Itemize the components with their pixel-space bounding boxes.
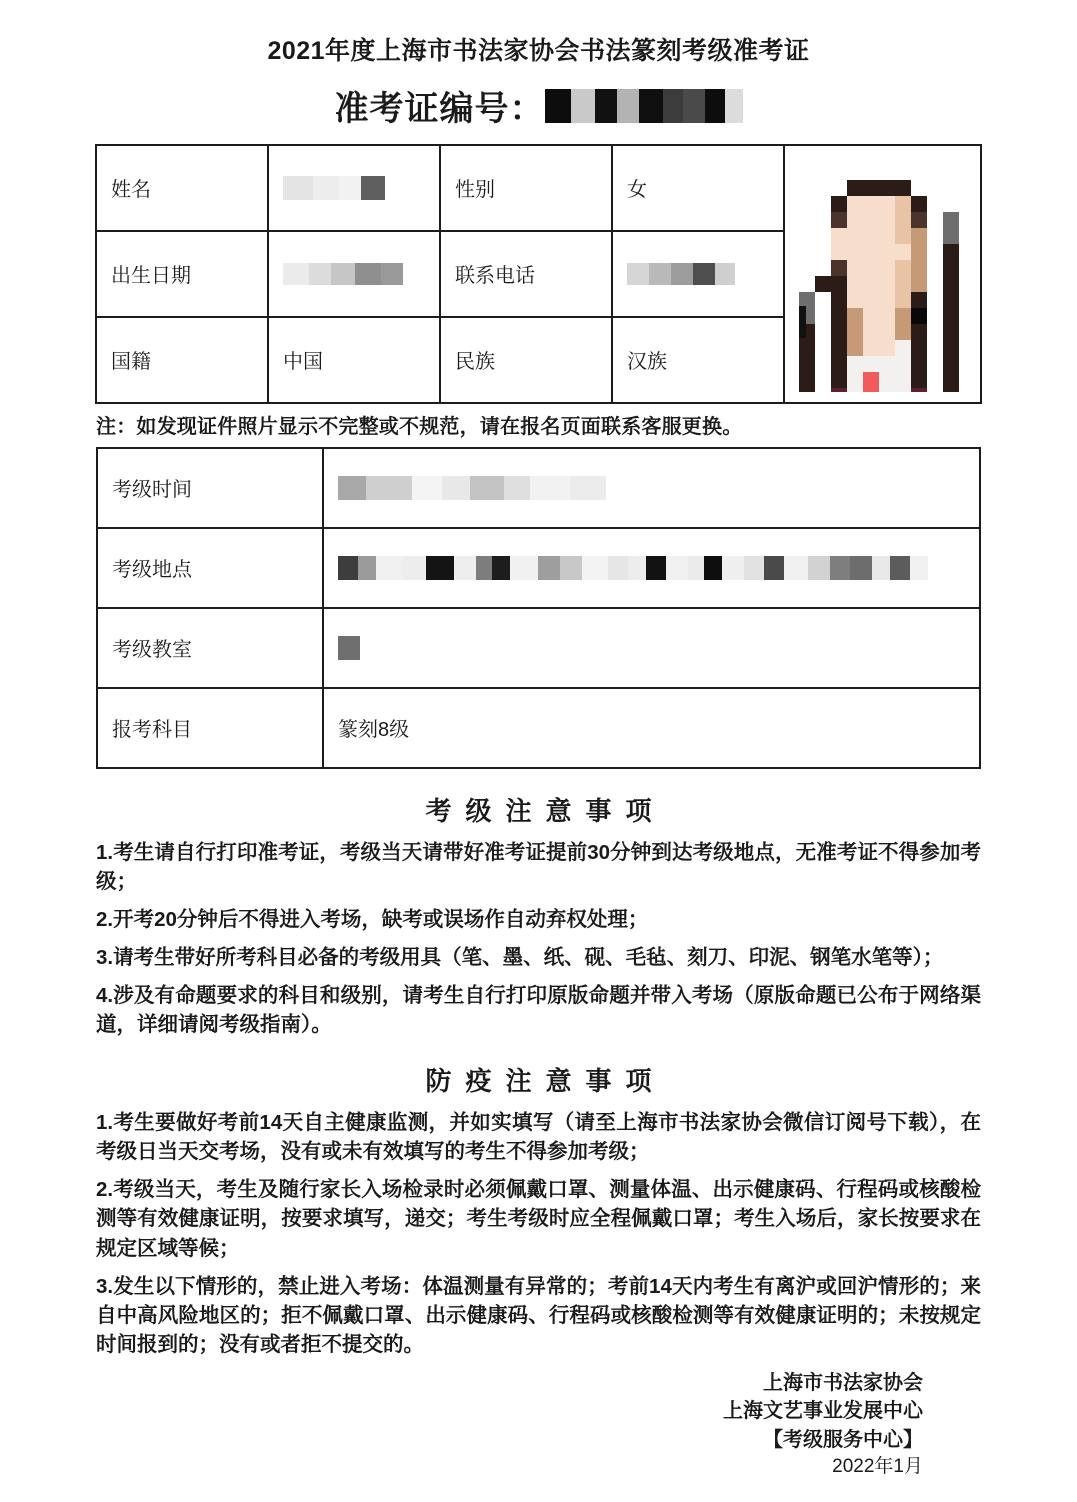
label-subject: 报考科目 (97, 688, 323, 768)
epidemic-notice-title: 防疫注意事项 (425, 1066, 666, 1097)
phone-redaction (627, 263, 735, 285)
issuer-line-1: 上海市书法家协会 (763, 1372, 923, 1395)
list-item: 3.发生以下情形的，禁止进入考场：体温测量有异常的；考前14天内考生有离沪或回沪情形的；来自中高风险地区的；拒不佩戴口罩、出示健康码、行程码或核酸检测等有效健康证明的；未按规定时间报到的；没有或者拒不提交的。 (96, 1274, 981, 1356)
photo-note: 注：如发现证件照片显示不完整或不规范，请在报名页面联系客服更换。 (96, 415, 743, 438)
value-gender: 女 (612, 145, 784, 231)
certificate-number-label: 准考证编号： (334, 90, 545, 128)
exam-notice-title: 考级注意事项 (425, 795, 666, 826)
certificate-number-row (0, 80, 1077, 132)
value-phone (612, 231, 784, 317)
issuer-line-3: 【考级服务中心】 (763, 1428, 923, 1451)
table-row (97, 688, 980, 768)
list-item: 4.涉及有命题要求的科目和级别，请考生自行打印原版命题并带入考场（原版命题已公布于网络渠道，详细请阅考级指南）。 (96, 983, 981, 1037)
name-redaction (283, 176, 385, 200)
label-name: 姓名 (96, 145, 268, 231)
label-exam-time: 考级时间 (97, 448, 323, 528)
value-name (268, 145, 440, 231)
value-ethnicity: 汉族 (612, 317, 784, 403)
page-title: 2021年度上海市书法家协会书法篆刻考级准考证 (267, 37, 810, 65)
list-item: 1.考生要做好考前14天自主健康监测，并如实填写（请至上海市书法家协会微信订阅号下载），在考级日当天交考场，没有或未有效填写的考生不得参加考级； (96, 1111, 981, 1164)
value-exam-place (323, 528, 980, 608)
issue-date: 2022年1月 (832, 1456, 923, 1478)
list-item: 2.开考20分钟后不得进入考场，缺考或误场作自动弃权处理； (96, 907, 649, 931)
exam-notice-list (96, 838, 981, 1040)
label-exam-room: 考级教室 (97, 608, 323, 688)
label-phone: 联系电话 (440, 231, 612, 317)
value-nationality: 中国 (268, 317, 440, 403)
issuer-line-2: 上海文艺事业发展中心 (723, 1400, 923, 1423)
certificate-number-redaction (545, 89, 743, 123)
id-photo-mosaic (799, 156, 959, 392)
label-exam-place: 考级地点 (97, 528, 323, 608)
label-nationality: 国籍 (96, 317, 268, 403)
exam-details-table (96, 447, 981, 769)
value-exam-time (323, 448, 980, 528)
label-ethnicity: 民族 (440, 317, 612, 403)
epidemic-notice-list (96, 1108, 981, 1359)
birth-date-redaction (283, 263, 403, 285)
table-row (97, 448, 980, 528)
table-row (96, 145, 981, 231)
personal-info-table (95, 144, 982, 404)
table-row (97, 528, 980, 608)
exam-place-redaction (338, 556, 928, 580)
table-row (97, 608, 980, 688)
list-item: 3.请考生带好所考科目必备的考级用具（笔、墨、纸、砚、毛毡、刻刀、印泥、钢笔水笔等）； (96, 945, 944, 969)
value-exam-room (323, 608, 980, 688)
exam-time-redaction (338, 476, 606, 500)
label-birth-date: 出生日期 (96, 231, 268, 317)
value-subject: 篆刻8级 (323, 688, 980, 768)
issuer-signature-block (96, 1369, 981, 1481)
list-item: 1.考生请自行打印准考证，考级当天请带好准考证提前30分钟到达考级地点，无准考证不得参加考级； (96, 840, 981, 893)
label-gender: 性别 (440, 145, 612, 231)
photo-cell (784, 145, 981, 403)
list-item: 2.考级当天，考生及随行家长入场检录时必须佩戴口罩、测量体温、出示健康码、行程码或核酸检测等有效健康证明，按要求填写，递交；考生考级时应全程佩戴口罩；考生入场后，家长按要求在规定区域等候； (96, 1178, 981, 1260)
value-birth-date (268, 231, 440, 317)
exam-room-redaction (338, 636, 360, 660)
